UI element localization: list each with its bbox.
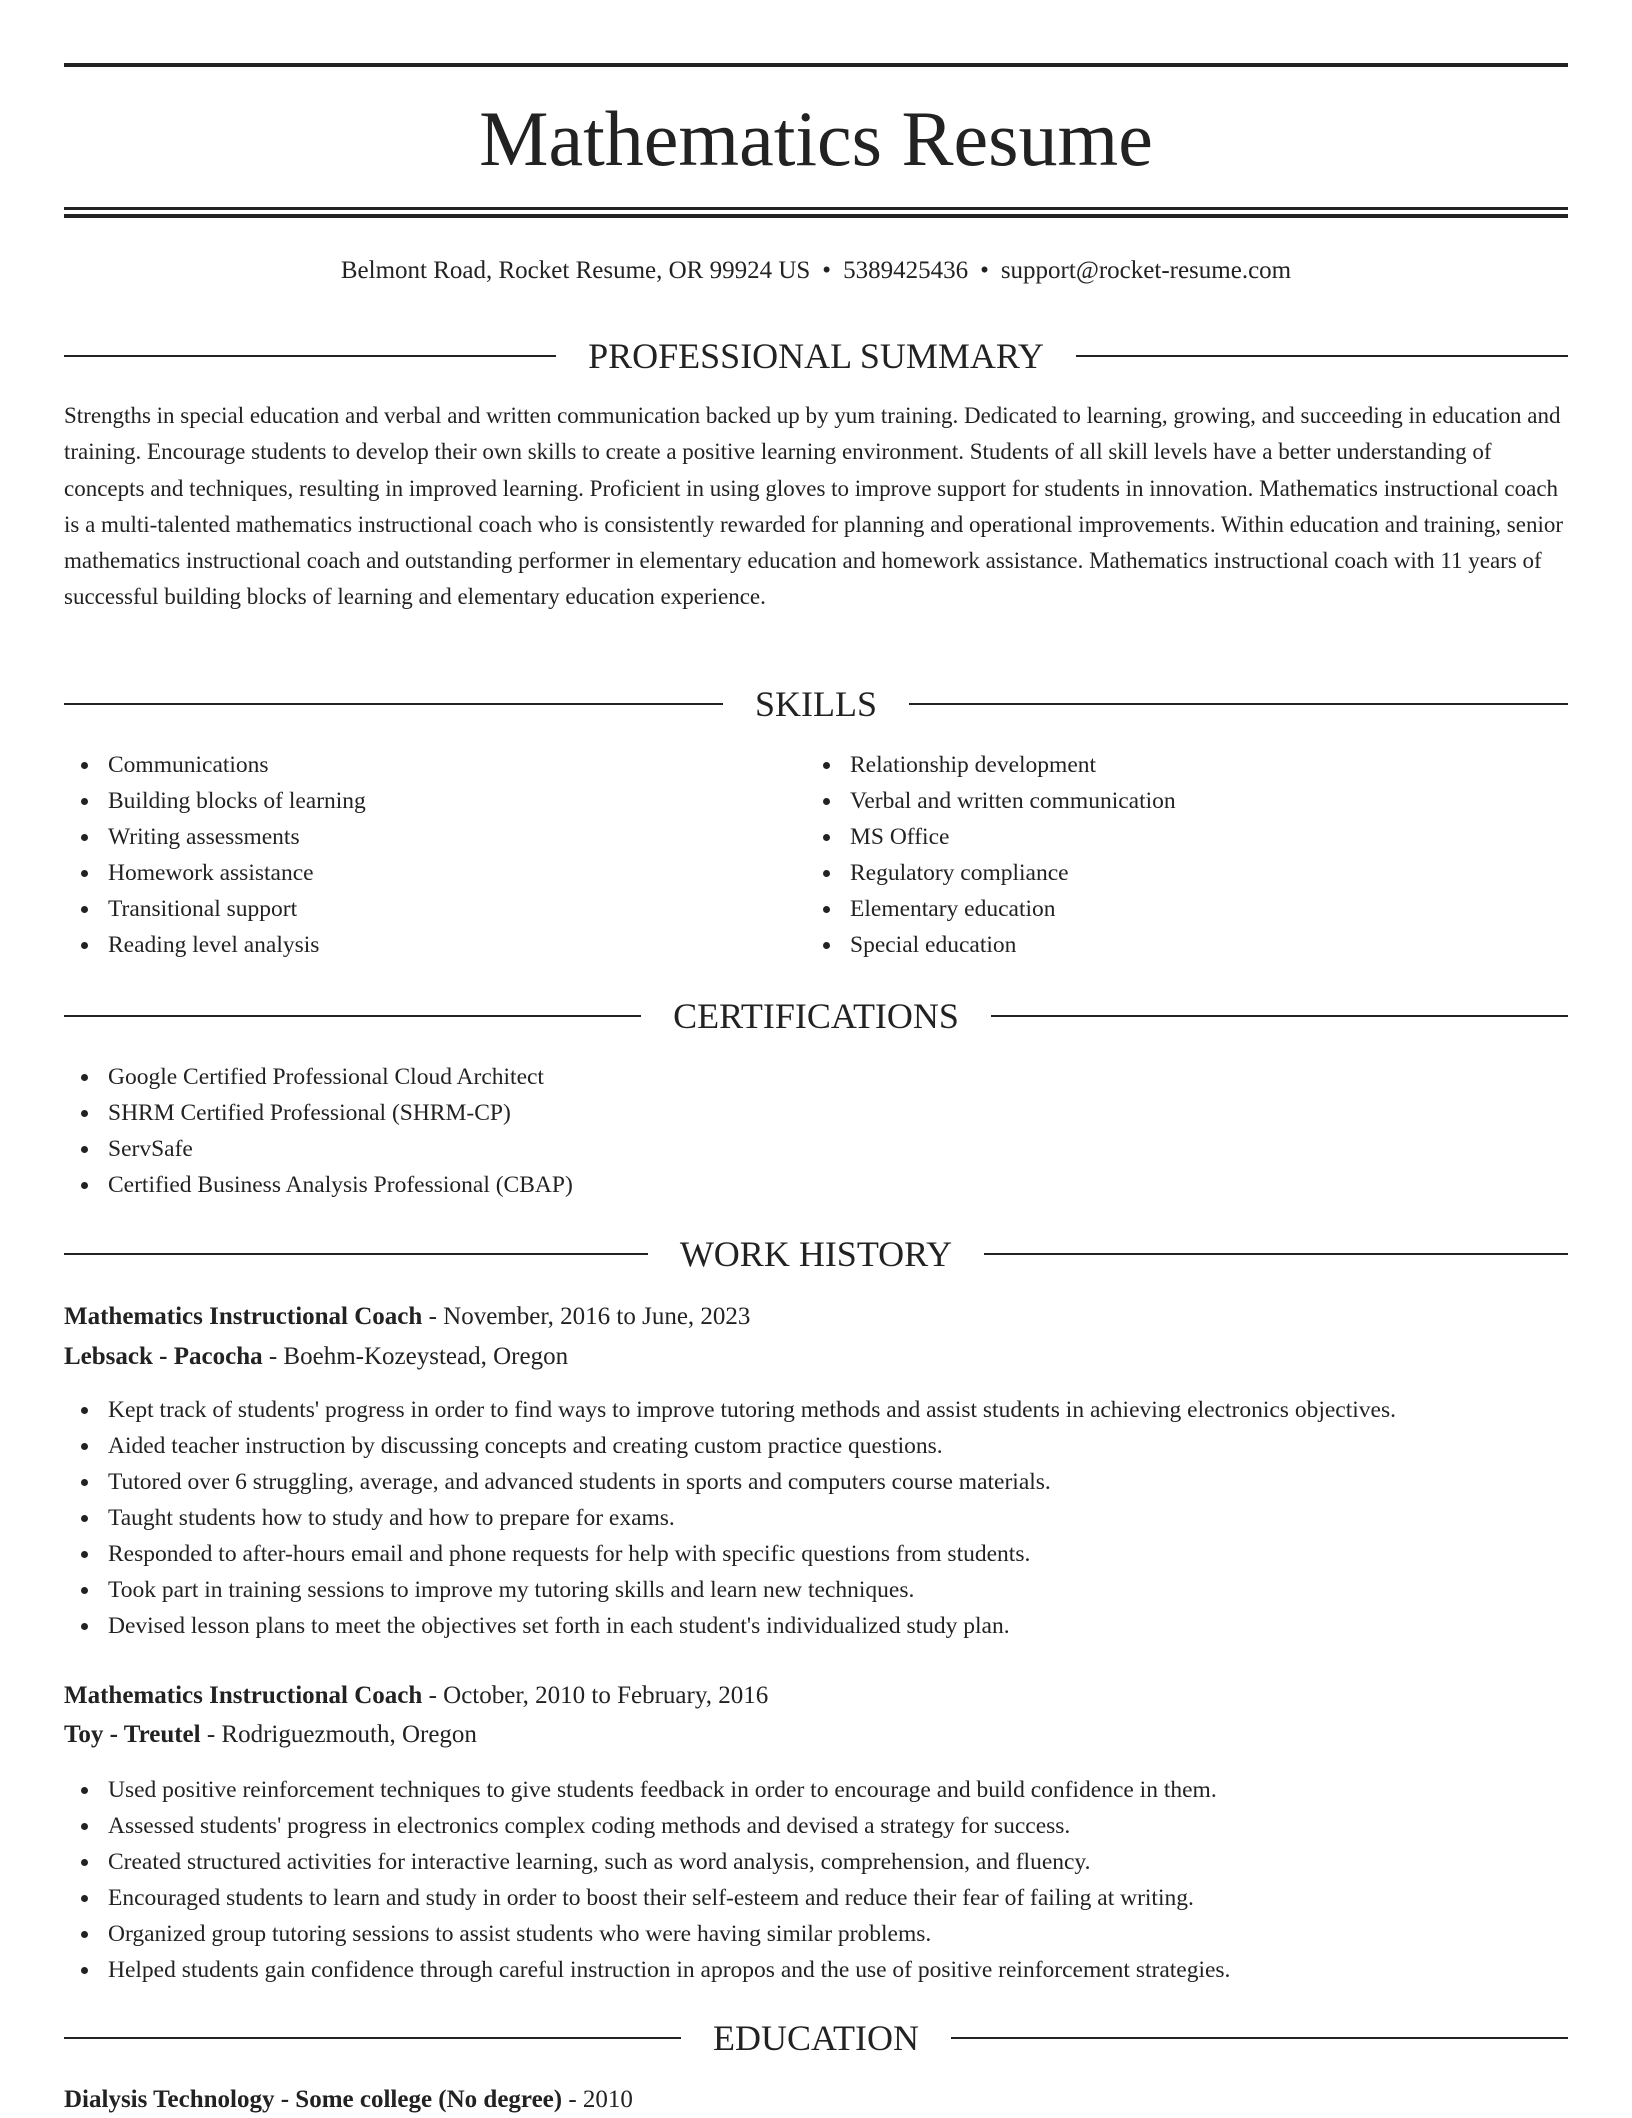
job-bullet: Kept track of students' progress in order to find ways to improve tutoring methods and assist students in achieving electronics objectives. (64, 1392, 1396, 1428)
job-dates: - November, 2016 to June, 2023 (422, 1303, 751, 1330)
education-heading-label: EDUCATION (713, 2018, 919, 2058)
certification-item: SHRM Certified Professional (SHRM-CP) (64, 1095, 573, 1131)
certifications-heading-label: CERTIFICATIONS (673, 996, 959, 1036)
heading-rule-right (984, 1253, 1568, 1255)
skills-heading (64, 682, 1568, 726)
work-heading (64, 1232, 1568, 1276)
skills-heading-label: SKILLS (755, 684, 878, 724)
skill-item: Regulatory compliance (806, 855, 1176, 891)
job-title-line (64, 1299, 1568, 1335)
skill-item: Relationship development (806, 747, 1176, 783)
education-degree: Dialysis Technology - Some college (No degree) (64, 2086, 563, 2113)
skill-item: Reading level analysis (64, 927, 366, 963)
skills-list-left (64, 747, 366, 963)
contact-phone: 5389425436 (843, 257, 969, 284)
top-rule (64, 63, 1568, 67)
title-double-rule (64, 207, 1568, 218)
education-line (64, 2082, 1568, 2118)
skill-item: Writing assessments (64, 819, 366, 855)
job-bullet: Organized group tutoring sessions to assist students who were having similar problems. (64, 1916, 1230, 1952)
heading-rule-right (991, 1015, 1568, 1017)
skill-item: Verbal and written communication (806, 783, 1176, 819)
job-bullet: Tutored over 6 struggling, average, and advanced students in sports and computers course materials. (64, 1464, 1396, 1500)
heading-rule-left (64, 2037, 681, 2039)
job-bullet: Responded to after-hours email and phone requests for help with specific questions from students. (64, 1536, 1396, 1572)
skill-item: Building blocks of learning (64, 783, 366, 819)
skill-item: Homework assistance (64, 855, 366, 891)
job-title: Mathematics Instructional Coach (64, 1303, 423, 1330)
job-bullet: Taught students how to study and how to prepare for exams. (64, 1500, 1396, 1536)
job-bullet: Used positive reinforcement techniques to give students feedback in order to encourage and build confidence in them. (64, 1772, 1230, 1808)
job-company-line (64, 1717, 1568, 1753)
job-bullet: Helped students gain confidence through careful instruction in apropos and the use of positive reinforcement strategies. (64, 1952, 1230, 1988)
job-dates: - October, 2010 to February, 2016 (422, 1682, 769, 1709)
skill-item: Special education (806, 927, 1176, 963)
heading-rule-right (951, 2037, 1568, 2039)
summary-heading (64, 334, 1568, 378)
job-company: Lebsack - Pacocha (64, 1343, 263, 1370)
skills-list-right (806, 747, 1176, 963)
heading-rule-right (909, 703, 1568, 705)
job-bullets (64, 1392, 1396, 1644)
contact-email: support@rocket-resume.com (1000, 257, 1292, 284)
heading-rule-left (64, 703, 723, 705)
skill-item: Communications (64, 747, 366, 783)
contact-info (64, 254, 1568, 288)
summary-heading-label: PROFESSIONAL SUMMARY (588, 336, 1044, 376)
contact-separator: • (822, 257, 832, 284)
work-heading-label: WORK HISTORY (679, 1234, 953, 1274)
heading-rule-left (64, 355, 556, 357)
skill-item: MS Office (806, 819, 1176, 855)
job-bullet: Took part in training sessions to improve my tutoring skills and learn new techniques. (64, 1572, 1396, 1608)
job-title-line (64, 1678, 1568, 1714)
job-bullet: Devised lesson plans to meet the objectives set forth in each student's individualized study plan. (64, 1608, 1396, 1644)
job-bullet: Aided teacher instruction by discussing concepts and creating custom practice questions. (64, 1428, 1396, 1464)
heading-rule-left (64, 1015, 641, 1017)
certifications-heading (64, 994, 1568, 1038)
job-bullets (64, 1772, 1230, 1988)
summary-text: Strengths in special education and verbal and written communication backed up by yum training. Dedicated to learning, growing, and succeeding in education and training. Encourage students to develop their own skills to create a positive learning environment. Students of all skill levels have a better understanding of concepts and techniques, resulting in improved learning. Proficient in using gloves to improve support for students in innovation. Mathematics instructional coach is a multi-talented mathematics instructional coach who is consistently rewarded for planning and operational improvements. Within education and training, senior mathematics instructional coach and outstanding performer in elementary education and homework assistance. Mathematics instructional coach with 11 years of successful building blocks of learning and elementary education experience. (64, 403, 1563, 610)
contact-address: Belmont Road, Rocket Resume, OR 99924 US (340, 257, 811, 284)
certification-item: Google Certified Professional Cloud Architect (64, 1059, 573, 1095)
education-year: - 2010 (562, 2086, 633, 2113)
heading-rule-left (64, 1253, 648, 1255)
certifications-list (64, 1059, 573, 1203)
heading-rule-right (1076, 355, 1568, 357)
certification-item: ServSafe (64, 1131, 573, 1167)
job-bullet: Encouraged students to learn and study in order to boost their self-esteem and reduce their fear of failing at writing. (64, 1880, 1230, 1916)
page-title: Mathematics Resume (479, 95, 1153, 182)
job-location: - Rodriguezmouth, Oregon (200, 1721, 477, 1748)
contact-separator: • (980, 257, 989, 284)
job-bullet: Created structured activities for interactive learning, such as word analysis, comprehension, and fluency. (64, 1844, 1230, 1880)
job-company: Toy - Treutel (64, 1721, 201, 1748)
education-heading (64, 2016, 1568, 2060)
job-title: Mathematics Instructional Coach (64, 1682, 423, 1709)
job-company-line (64, 1339, 1568, 1375)
job-location: - Boehm-Kozeystead, Oregon (262, 1343, 569, 1370)
job-bullet: Assessed students' progress in electronics complex coding methods and devised a strategy for success. (64, 1808, 1230, 1844)
certification-item: Certified Business Analysis Professional (CBAP) (64, 1167, 573, 1203)
skill-item: Elementary education (806, 891, 1176, 927)
skill-item: Transitional support (64, 891, 366, 927)
